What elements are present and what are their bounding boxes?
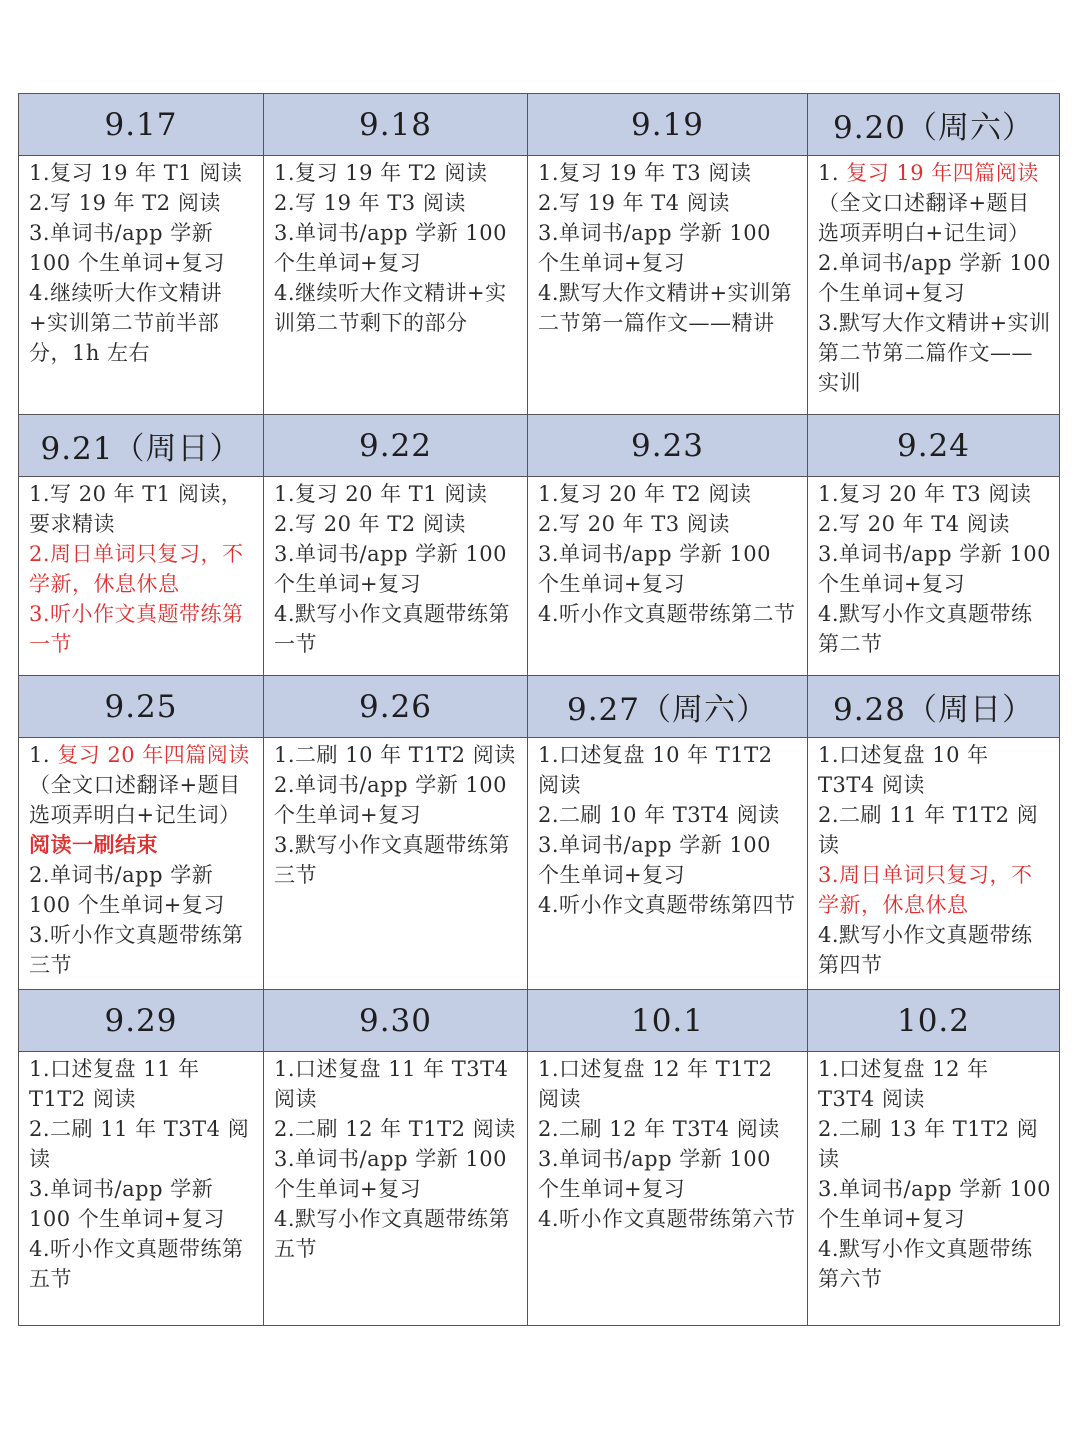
task-item bbox=[538, 218, 799, 278]
task-item bbox=[538, 1054, 799, 1114]
task-item bbox=[538, 509, 799, 539]
task-item bbox=[818, 800, 1051, 860]
task-item bbox=[274, 1054, 519, 1114]
task-item bbox=[538, 188, 799, 218]
task-item bbox=[818, 479, 1051, 509]
task-item bbox=[818, 308, 1051, 398]
task-text: 2.单词书/app 学新 100 个生单词+复习 bbox=[29, 863, 225, 917]
day-date-header: 9.20（周六） bbox=[808, 94, 1060, 156]
task-text: （全文口述翻译+题目选项弄明白+记生词） bbox=[29, 773, 241, 827]
task-item bbox=[818, 248, 1051, 308]
task-item bbox=[274, 188, 519, 218]
highlighted-task-text: 3.周日单词只复习，不学新，休息休息 bbox=[818, 863, 1033, 917]
study-schedule-table bbox=[18, 93, 1060, 1326]
task-text: 1.口述复盘 11 年 T3T4 阅读 bbox=[274, 1057, 509, 1111]
day-task-cell bbox=[528, 738, 808, 990]
day-task-cell bbox=[528, 156, 808, 415]
date-header-row bbox=[19, 990, 1060, 1052]
day-date-header: 9.29 bbox=[19, 990, 264, 1052]
task-item bbox=[538, 158, 799, 188]
task-text: 2.写 20 年 T3 阅读 bbox=[538, 512, 730, 536]
task-item bbox=[29, 539, 255, 599]
task-text: 1.口述复盘 12 年 T3T4 阅读 bbox=[818, 1057, 989, 1111]
task-text: 1.口述复盘 12 年 T1T2 阅读 bbox=[538, 1057, 773, 1111]
task-text: 1.复习 20 年 T1 阅读 bbox=[274, 482, 488, 506]
task-item bbox=[818, 1054, 1051, 1114]
day-task-cell bbox=[808, 1052, 1060, 1326]
task-text: 4.听小作文真题带练第二节 bbox=[538, 602, 796, 626]
task-text: 3.默写大作文精讲+实训第二节第二篇作文——实训 bbox=[818, 311, 1051, 395]
task-text: 1.二刷 10 年 T1T2 阅读 bbox=[274, 743, 516, 767]
task-item bbox=[274, 599, 519, 659]
task-item bbox=[818, 509, 1051, 539]
task-item bbox=[29, 278, 255, 368]
task-item bbox=[274, 770, 519, 830]
task-text: 4.默写小作文真题带练第一节 bbox=[274, 602, 511, 656]
task-text: 2.二刷 10 年 T3T4 阅读 bbox=[538, 803, 780, 827]
task-item bbox=[274, 479, 519, 509]
task-text: 2.写 20 年 T4 阅读 bbox=[818, 512, 1010, 536]
task-item bbox=[29, 740, 255, 860]
task-text: 4.听小作文真题带练第六节 bbox=[538, 1207, 796, 1231]
day-date-header: 10.2 bbox=[808, 990, 1060, 1052]
day-task-cell bbox=[264, 1052, 528, 1326]
task-item bbox=[29, 860, 255, 920]
task-text: 4.默写小作文真题带练第五节 bbox=[274, 1207, 511, 1261]
task-text: 3.单词书/app 学新 100 个生单词+复习 bbox=[538, 833, 771, 887]
task-text: 3.单词书/app 学新 100 个生单词+复习 bbox=[538, 1147, 771, 1201]
task-item bbox=[29, 218, 255, 278]
task-item bbox=[29, 1234, 255, 1294]
task-item bbox=[538, 1114, 799, 1144]
task-text: 1.口述复盘 10 年 T1T2 阅读 bbox=[538, 743, 773, 797]
task-text: 2.二刷 12 年 T1T2 阅读 bbox=[274, 1117, 516, 1141]
task-item bbox=[538, 1204, 799, 1234]
day-date-header: 9.23 bbox=[528, 415, 808, 477]
day-date-header: 9.26 bbox=[264, 676, 528, 738]
task-text: 1.复习 19 年 T2 阅读 bbox=[274, 161, 488, 185]
task-item bbox=[818, 158, 1051, 248]
task-item bbox=[274, 158, 519, 188]
task-item bbox=[538, 800, 799, 830]
task-text: 3.单词书/app 学新 100 个生单词+复习 bbox=[538, 221, 771, 275]
task-text: 3.听小作文真题带练第三节 bbox=[29, 923, 244, 977]
day-date-header: 9.27（周六） bbox=[528, 676, 808, 738]
task-text: 1.复习 19 年 T3 阅读 bbox=[538, 161, 752, 185]
highlighted-task-text: 阅读一刷结束 bbox=[29, 832, 158, 857]
task-item bbox=[538, 479, 799, 509]
task-text: 3.单词书/app 学新 100 个生单词+复习 bbox=[818, 1177, 1051, 1231]
task-item bbox=[29, 1174, 255, 1234]
task-item bbox=[538, 890, 799, 920]
day-date-header: 9.17 bbox=[19, 94, 264, 156]
task-item bbox=[538, 278, 799, 338]
task-text: 1.复习 19 年 T1 阅读 bbox=[29, 161, 243, 185]
task-item bbox=[538, 1144, 799, 1204]
task-text: 3.单词书/app 学新 100 个生单词+复习 bbox=[274, 542, 507, 596]
task-text: 2.写 19 年 T4 阅读 bbox=[538, 191, 730, 215]
task-item bbox=[274, 830, 519, 890]
tasks-row bbox=[19, 156, 1060, 415]
task-item bbox=[274, 740, 519, 770]
task-text: 3.单词书/app 学新 100 个生单词+复习 bbox=[274, 1147, 507, 1201]
task-text: 4.默写小作文真题带练第二节 bbox=[818, 602, 1033, 656]
tasks-row bbox=[19, 738, 1060, 990]
task-item bbox=[818, 539, 1051, 599]
task-text: 1. bbox=[29, 743, 58, 767]
task-text: 2.二刷 11 年 T3T4 阅读 bbox=[29, 1117, 250, 1171]
task-item bbox=[538, 599, 799, 629]
day-date-header: 9.22 bbox=[264, 415, 528, 477]
highlighted-task-text: 3.听小作文真题带练第一节 bbox=[29, 602, 244, 656]
task-text: 3.单词书/app 学新 100 个生单词+复习 bbox=[29, 1177, 225, 1231]
day-date-header: 9.19 bbox=[528, 94, 808, 156]
task-text: 1.口述复盘 10 年 T3T4 阅读 bbox=[818, 743, 989, 797]
task-item bbox=[274, 1144, 519, 1204]
tasks-row bbox=[19, 1052, 1060, 1326]
task-item bbox=[29, 599, 255, 659]
task-text: 1.口述复盘 11 年 T1T2 阅读 bbox=[29, 1057, 200, 1111]
task-text: 4.默写小作文真题带练第六节 bbox=[818, 1237, 1033, 1291]
task-item bbox=[274, 1204, 519, 1264]
task-item bbox=[274, 1114, 519, 1144]
task-text: 4.默写大作文精讲+实训第二节第一篇作文——精讲 bbox=[538, 281, 793, 335]
task-item bbox=[818, 1174, 1051, 1234]
date-header-row bbox=[19, 415, 1060, 477]
task-item bbox=[29, 158, 255, 188]
task-item bbox=[29, 188, 255, 218]
task-text: 2.单词书/app 学新 100 个生单词+复习 bbox=[818, 251, 1051, 305]
task-text: 3.单词书/app 学新 100 个生单词+复习 bbox=[538, 542, 771, 596]
task-text: 3.默写小作文真题带练第三节 bbox=[274, 833, 511, 887]
task-text: 1. bbox=[818, 161, 847, 185]
date-header-row bbox=[19, 94, 1060, 156]
task-text: 4.默写小作文真题带练第四节 bbox=[818, 923, 1033, 977]
tasks-row bbox=[19, 477, 1060, 676]
day-task-cell bbox=[808, 156, 1060, 415]
task-text: 4.继续听大作文精讲+实训第二节剩下的部分 bbox=[274, 281, 507, 335]
task-text: 2.二刷 11 年 T1T2 阅读 bbox=[818, 803, 1039, 857]
task-item bbox=[274, 278, 519, 338]
task-text: 2.写 19 年 T3 阅读 bbox=[274, 191, 466, 215]
task-item bbox=[274, 539, 519, 599]
day-task-cell bbox=[19, 1052, 264, 1326]
day-task-cell bbox=[264, 156, 528, 415]
task-text: 2.二刷 12 年 T3T4 阅读 bbox=[538, 1117, 780, 1141]
day-task-cell bbox=[528, 1052, 808, 1326]
day-task-cell bbox=[264, 477, 528, 676]
day-task-cell bbox=[264, 738, 528, 990]
task-text: 4.听小作文真题带练第四节 bbox=[538, 893, 796, 917]
task-text: 1.复习 20 年 T3 阅读 bbox=[818, 482, 1032, 506]
day-date-header: 9.30 bbox=[264, 990, 528, 1052]
task-text: 1.复习 20 年 T2 阅读 bbox=[538, 482, 752, 506]
day-date-header: 9.21（周日） bbox=[19, 415, 264, 477]
task-item bbox=[274, 509, 519, 539]
task-text: 4.继续听大作文精讲+实训第二节前半部分，1h 左右 bbox=[29, 281, 223, 365]
task-item bbox=[538, 830, 799, 890]
task-text: 3.单词书/app 学新 100 个生单词+复习 bbox=[274, 221, 507, 275]
task-text: 2.二刷 13 年 T1T2 阅读 bbox=[818, 1117, 1039, 1171]
day-date-header: 9.25 bbox=[19, 676, 264, 738]
day-task-cell bbox=[528, 477, 808, 676]
task-item bbox=[818, 920, 1051, 980]
task-item bbox=[538, 539, 799, 599]
task-item bbox=[29, 1114, 255, 1174]
task-item bbox=[29, 920, 255, 980]
task-item bbox=[29, 1054, 255, 1114]
task-text: （全文口述翻译+题目选项弄明白+记生词） bbox=[818, 191, 1030, 245]
day-task-cell bbox=[808, 477, 1060, 676]
task-text: 3.单词书/app 学新 100 个生单词+复习 bbox=[29, 221, 225, 275]
day-date-header: 9.24 bbox=[808, 415, 1060, 477]
task-item bbox=[818, 740, 1051, 800]
task-text: 3.单词书/app 学新 100 个生单词+复习 bbox=[818, 542, 1051, 596]
task-item bbox=[274, 218, 519, 278]
task-item bbox=[29, 479, 255, 539]
task-item bbox=[538, 740, 799, 800]
task-item bbox=[818, 599, 1051, 659]
task-text: 2.写 19 年 T2 阅读 bbox=[29, 191, 221, 215]
task-item bbox=[818, 860, 1051, 920]
day-date-header: 9.28（周日） bbox=[808, 676, 1060, 738]
task-item bbox=[818, 1114, 1051, 1174]
day-task-cell bbox=[19, 156, 264, 415]
highlighted-task-text: 复习 19 年四篇阅读 bbox=[846, 161, 1039, 185]
day-task-cell bbox=[19, 477, 264, 676]
task-text: 4.听小作文真题带练第五节 bbox=[29, 1237, 244, 1291]
task-text: 2.写 20 年 T2 阅读 bbox=[274, 512, 466, 536]
day-task-cell bbox=[808, 738, 1060, 990]
highlighted-task-text: 复习 20 年四篇阅读 bbox=[57, 743, 250, 767]
task-item bbox=[818, 1234, 1051, 1294]
schedule-body bbox=[19, 94, 1060, 1326]
day-date-header: 10.1 bbox=[528, 990, 808, 1052]
day-date-header: 9.18 bbox=[264, 94, 528, 156]
task-text: 2.单词书/app 学新 100 个生单词+复习 bbox=[274, 773, 507, 827]
date-header-row bbox=[19, 676, 1060, 738]
task-text: 1.写 20 年 T1 阅读，要求精读 bbox=[29, 482, 243, 536]
highlighted-task-text: 2.周日单词只复习，不学新，休息休息 bbox=[29, 542, 244, 596]
day-task-cell bbox=[19, 738, 264, 990]
